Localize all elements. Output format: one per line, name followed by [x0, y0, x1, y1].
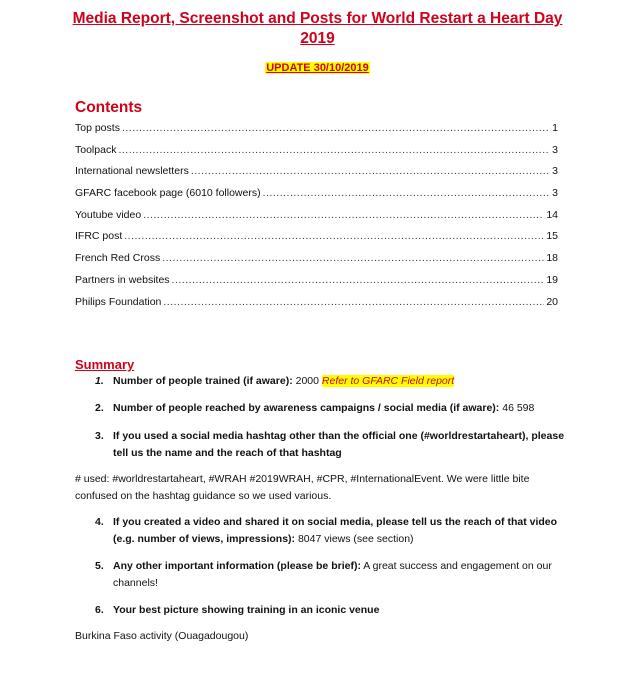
toc-leader	[172, 270, 545, 292]
toc-item-page: 3	[552, 143, 558, 156]
item-question: Number of people reached by awareness campaigns / social media (if aware):	[113, 402, 500, 414]
item-question-line1: If you used a social media hashtag other than the official one (#worldrestartaheart), please	[113, 430, 565, 442]
toc-item-french-red-cross[interactable]	[75, 248, 558, 270]
toc-item-philips-foundation[interactable]	[75, 292, 558, 314]
toc-item-label: Philips Foundation	[75, 295, 162, 308]
toc-leader	[263, 183, 551, 205]
table-of-contents	[75, 118, 558, 313]
toc-leader	[163, 292, 544, 314]
toc-item-toolpack[interactable]	[75, 140, 558, 162]
item-answer-line2: channels!	[113, 577, 158, 589]
item-answer-line1: A great success and engagement on our	[363, 560, 552, 572]
item-answer: 46 598	[502, 402, 535, 414]
activity-caption: Burkina Faso activity (Ouagadougou)	[75, 630, 249, 642]
hashtags-line1: # used: #worldrestartaheart, #WRAH #2019WRAH, #CPR, #InternationalEvent. We were little bite	[75, 473, 530, 485]
item-number: 4.	[95, 516, 104, 528]
toc-item-label: International newsletters	[75, 165, 189, 178]
item-number: 5.	[95, 560, 104, 572]
summary-item-5	[95, 558, 565, 592]
item-number: 2.	[95, 402, 104, 414]
item-question-line2: tell us the name and the reach of that hashtag	[113, 447, 342, 459]
toc-item-youtube-video[interactable]	[75, 205, 558, 227]
update-banner	[0, 58, 635, 76]
contents-heading: Contents	[75, 99, 143, 116]
toc-leader	[162, 248, 544, 270]
summary-item-3	[95, 428, 565, 462]
item-question-line2: (e.g. number of views, impressions):	[113, 533, 296, 545]
summary-item-2	[95, 400, 565, 417]
summary-heading: Summary	[75, 357, 135, 372]
item-answer: 8047 views (see section)	[297, 533, 414, 545]
toc-leader	[191, 161, 550, 183]
item-number: 1.	[95, 375, 104, 387]
toc-item-international-newsletters[interactable]	[75, 161, 558, 183]
item-question: Number of people trained (if aware):	[113, 375, 293, 387]
toc-item-page: 15	[546, 230, 558, 243]
toc-leader	[143, 205, 544, 227]
toc-item-label: Youtube video	[75, 208, 142, 221]
summary-item-4	[95, 514, 565, 548]
update-date: UPDATE 30/10/2019	[266, 62, 369, 74]
item-question-line1: If you created a video and shared it on social media, please tell us the reach of that video	[113, 516, 558, 528]
toc-item-page: 3	[552, 187, 558, 200]
item-answer: 2000	[295, 375, 319, 387]
toc-item-page: 1	[552, 122, 558, 134]
toc-item-gfarc-facebook[interactable]	[75, 183, 558, 205]
summary-item-6	[95, 602, 565, 619]
item-number: 6.	[95, 604, 104, 616]
hashtags-line2: confused on the hashtag guidance so we used various.	[75, 490, 332, 502]
toc-item-ifrc-post[interactable]	[75, 226, 558, 248]
summary-item-1	[95, 373, 565, 390]
toc-leader	[122, 118, 550, 140]
toc-leader	[124, 226, 544, 248]
item-highlight-note: Refer to GFARC Field report	[321, 375, 455, 387]
hashtags-paragraph	[75, 471, 560, 505]
toc-item-top-posts[interactable]	[75, 118, 558, 140]
toc-item-page: 20	[546, 295, 558, 308]
toc-item-label: Partners in websites	[75, 273, 170, 286]
toc-item-label: French Red Cross	[75, 252, 161, 265]
report-title-line1: Media Report, Screenshot and Posts for World Restart a Heart Day	[72, 10, 563, 27]
toc-item-label: Top posts	[75, 122, 120, 134]
toc-item-page: 14	[546, 208, 558, 221]
toc-item-page: 19	[546, 273, 558, 286]
toc-item-label: GFARC facebook page (6010 followers)	[75, 187, 261, 200]
toc-item-page: 18	[546, 252, 558, 265]
item-question: Any other important information (please be brief):	[113, 560, 361, 572]
toc-leader	[118, 140, 550, 162]
toc-item-label: Toolpack	[75, 143, 117, 156]
item-question: Your best picture showing training in an iconic venue	[113, 604, 380, 616]
toc-item-label: IFRC post	[75, 230, 123, 243]
toc-item-partners-in-websites[interactable]	[75, 270, 558, 292]
toc-item-page: 3	[552, 165, 558, 178]
item-number: 3.	[95, 430, 104, 442]
report-title-line2: 2019	[300, 30, 335, 47]
